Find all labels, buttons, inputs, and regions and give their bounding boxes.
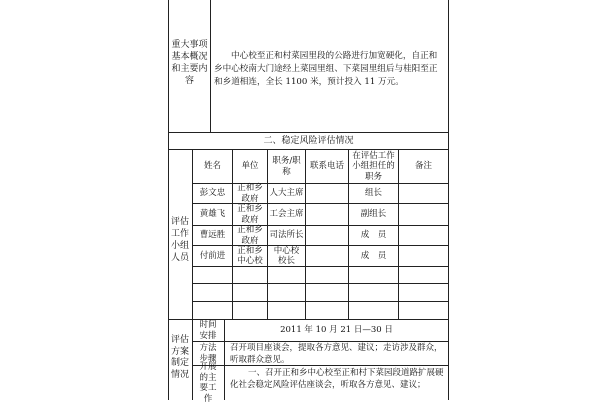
major-project-label-text: 重大事项基本概况和主要内容 — [171, 40, 208, 86]
table-cell — [306, 184, 348, 203]
table-border — [210, 0, 211, 132]
table-cell: 曹远胜 — [199, 230, 226, 241]
plan-row-label: 时间安排 — [199, 320, 217, 341]
table-border — [192, 341, 449, 342]
plan-label-text: 评估方案制定情况 — [170, 335, 189, 380]
table-cell — [306, 246, 348, 266]
table-cell: 黄雄飞 — [199, 209, 226, 220]
table-cell: 付前进 — [199, 250, 226, 261]
team-label — [170, 205, 190, 275]
plan-row-value: 一、召开正和乡中心校至正和村下菜园段道路扩展硬化社会稳定风险评估座谈会，听取各方意见、建议； — [230, 368, 444, 390]
team-header-unit: 单位 — [241, 161, 259, 172]
team-header-role: 在评估工作小组担任的职务 — [352, 150, 395, 182]
team-label-text: 评估工作小组人员 — [170, 217, 189, 263]
team-header-note: 备注 — [414, 161, 432, 172]
table-cell: 成 员 — [360, 230, 387, 241]
plan-row-value: 召开项目座谈会，提取各方意见、建议；走访涉及群众，听取群众意见。 — [230, 343, 443, 365]
table-cell: 成 员 — [360, 250, 387, 261]
table-cell: 工会主席 — [269, 209, 304, 220]
table-cell: 司法所长 — [269, 230, 304, 241]
table-cell: 正和乡政府 — [237, 204, 263, 225]
major-project-label — [169, 30, 210, 96]
table-cell: 中心校校长 — [273, 245, 300, 266]
table-cell: 副组长 — [360, 209, 387, 220]
major-project-content: 中心校至正和村菜园里段的公路进行加宽硬化，自正和乡中心校南大门途经上菜园里组、下菜园里组后与桂阳至正和乡道相连，全长 1100 米，预计投入 11 万元。 — [214, 51, 438, 87]
table-cell — [399, 204, 448, 225]
plan-label — [170, 330, 190, 386]
team-header-title: 职务/职称 — [272, 156, 301, 177]
table-cell: 正和乡政府 — [237, 183, 263, 204]
table-border — [448, 0, 449, 400]
table-cell: 彭文忠 — [199, 188, 226, 199]
table-border — [192, 283, 449, 284]
table-cell — [399, 246, 448, 266]
table-cell: 正和乡中心校 — [237, 245, 263, 266]
table-cell: 人大主席 — [269, 188, 304, 199]
table-cell: 正和乡政府 — [237, 225, 263, 246]
table-cell — [399, 226, 448, 245]
table-cell — [399, 184, 448, 203]
plan-row-value: 2011 年 10 月 21 日—30 日 — [280, 325, 393, 336]
table-border — [192, 266, 449, 267]
table-cell — [306, 204, 348, 225]
table-cell: 组长 — [364, 188, 382, 199]
team-header-name: 姓名 — [203, 161, 221, 172]
plan-row-label: 方法步骤 — [199, 343, 217, 364]
section-title: 二、稳定风险评估情况 — [263, 135, 354, 146]
team-header-phone: 联系电话 — [309, 161, 344, 172]
table-border — [192, 301, 449, 302]
table-cell — [306, 226, 348, 245]
plan-row-label: 开展的主要工作 — [199, 362, 217, 404]
